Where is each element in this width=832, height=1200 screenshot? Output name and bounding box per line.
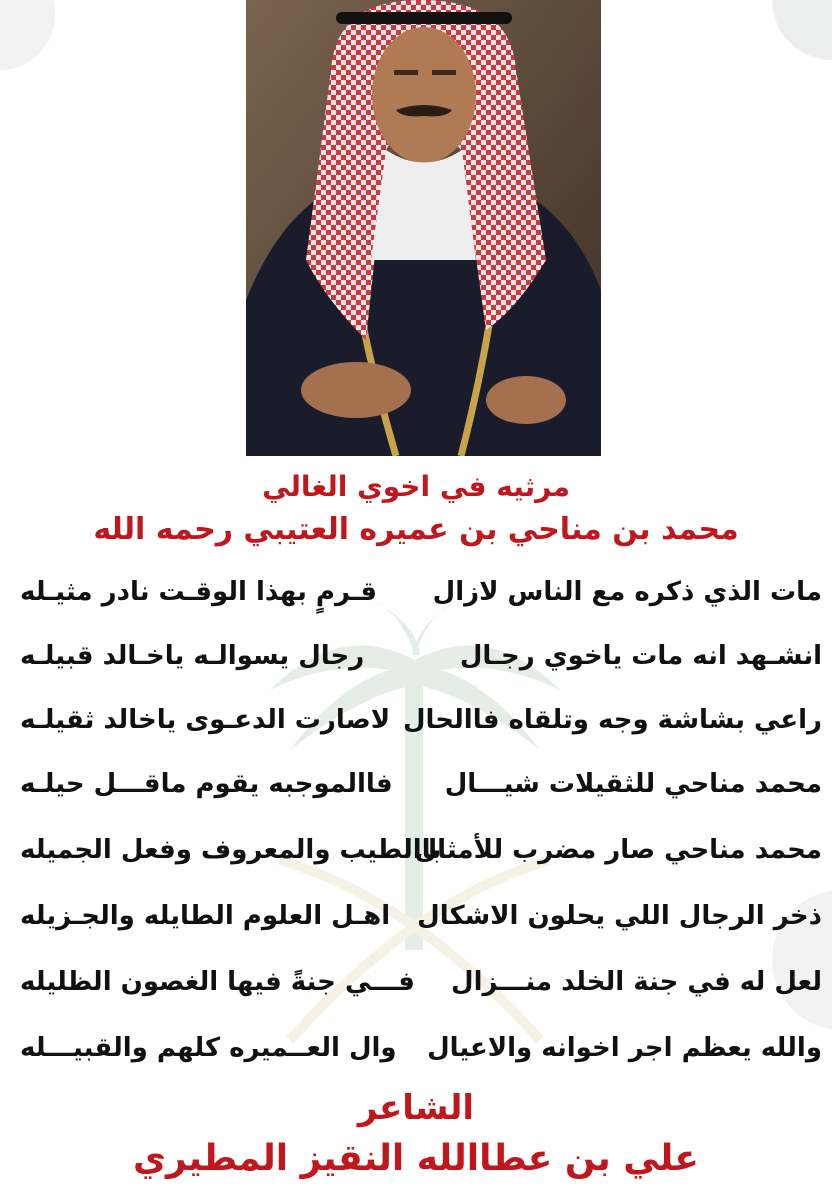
- verse-first-hemistich: مات الذي ذكره مع الناس لازال: [432, 577, 822, 607]
- verse-first-hemistich: راعي بشاشة وجه وتلقاه فاالحال: [402, 705, 822, 735]
- verse-row: [0, 1028, 832, 1068]
- verse-first-hemistich: محمد مناحي صار مضرب للأمثال: [414, 835, 822, 865]
- verse-row: [0, 896, 832, 936]
- verse-row: [0, 636, 832, 676]
- verse-second-hemistich: قـرمٍ بهذا الوقـت نادر مثيـله: [20, 577, 378, 607]
- verse-row: [0, 962, 832, 1002]
- poem-title: مرثيه في اخوي الغالي: [262, 470, 570, 503]
- verse-first-hemistich: محمد مناحي للثقيلات شيـــال: [444, 769, 822, 799]
- verse-second-hemistich: فـــي جنةً فيها الغصون الظليله: [20, 967, 415, 997]
- verse-first-hemistich: والله يعظم اجر اخوانه والاعيال: [427, 1033, 822, 1063]
- verse-row: [0, 572, 832, 612]
- verse-row: [0, 830, 832, 870]
- verse-second-hemistich: اهـل العلوم الطايله والجـزيله: [20, 901, 391, 931]
- verse-row: [0, 764, 832, 804]
- poet-label: الشاعر: [357, 1088, 475, 1128]
- verse-first-hemistich: لعل له في جنة الخلد منـــزال: [451, 967, 822, 997]
- verse-first-hemistich: ذخر الرجال اللي يحلون الاشكال: [417, 901, 822, 931]
- verse-second-hemistich: باالطيب والمعروف وفعل الجميله: [20, 835, 442, 865]
- poet-name: علي بن عطاالله النقيز المطيري: [132, 1138, 699, 1179]
- decorative-circle: [0, 0, 55, 70]
- decorative-circle: [772, 0, 832, 60]
- verse-first-hemistich: انشـهد انه مات ياخوي رجـال: [459, 641, 822, 671]
- verse-row: [0, 700, 832, 740]
- verse-second-hemistich: لاصارت الدعـوى ياخالد ثقيلـه: [20, 705, 391, 735]
- verse-second-hemistich: رجال يسوالـه ياخـالد قبيلـه: [20, 641, 365, 671]
- poem-subtitle: محمد بن مناحي بن عميره العتيبي رحمه الله: [93, 512, 739, 547]
- portrait-photo: [246, 0, 601, 456]
- verse-second-hemistich: فاالموجبه يقوم ماقـــل حيلـه: [20, 769, 393, 799]
- verse-second-hemistich: وال العــميره كلهم والقبيـــله: [20, 1033, 397, 1063]
